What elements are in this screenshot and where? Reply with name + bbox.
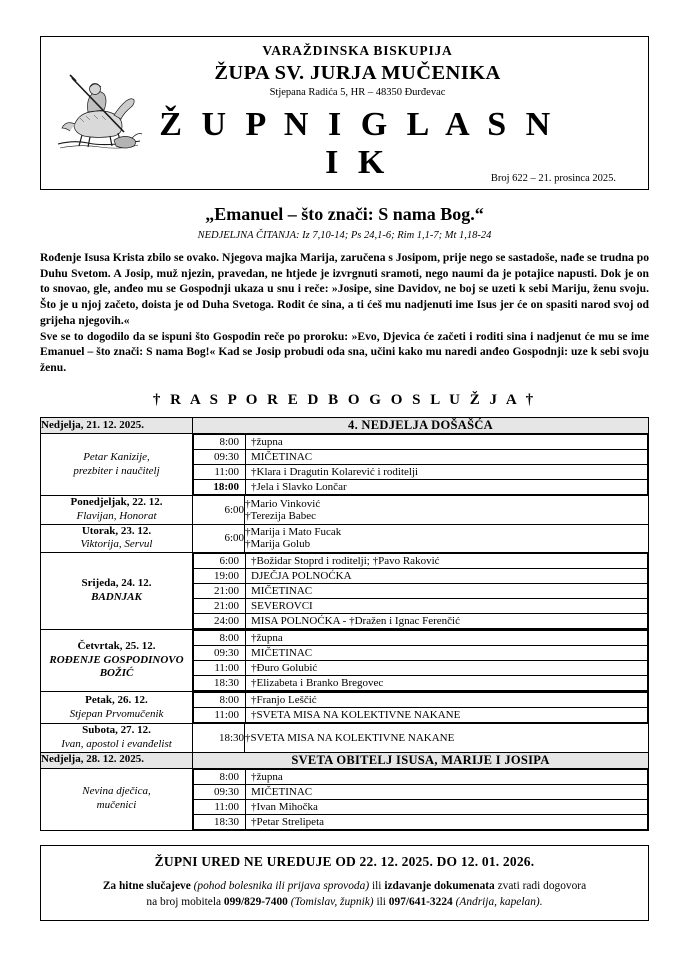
mass-intention: DJEČJA POLNOĆKA (246, 569, 648, 584)
parish-name: ŽUPA SV. JURJA MUČENIKA (214, 61, 501, 84)
mass-entry (194, 435, 648, 450)
mass-entry (194, 450, 648, 465)
saint-name: BADNJAK (91, 591, 142, 604)
mass-time: 8:00 (194, 631, 246, 646)
mass-intention: MIČETINAC (246, 450, 648, 465)
mass-intention: †Elizabeta i Branko Bregovec (246, 676, 648, 691)
saint-name: Ivan, apostol i evanđelist (61, 737, 172, 750)
chaplain-name: (Andrija, kapelan). (452, 896, 543, 909)
day-label-cell (41, 768, 193, 830)
day-name: Srijeda, 24. 12. (81, 577, 152, 590)
mass-time: 24:00 (194, 614, 246, 629)
mass-time: 21:00 (194, 584, 246, 599)
mass-entries-cell (193, 692, 649, 724)
saint-name: ROĐENJE GOSPODINOVO (49, 653, 184, 666)
table-row (41, 434, 649, 496)
mass-time: 21:00 (194, 599, 246, 614)
mass-entry (194, 799, 648, 814)
mass-entries-cell (193, 630, 649, 692)
mass-entry (194, 769, 648, 784)
saint-name-2: BOŽIĆ (99, 667, 134, 680)
saint-name-2: mučenici (96, 799, 137, 812)
table-row (41, 692, 649, 724)
gospel-paragraph-1: Rođenje Isusa Krista zbilo se ovako. Njegova majka Marija, zaručena s Josipom, prije nego se sastadoše, nađe se trudna po Duhu Svetom. A Josip, muž njezin, pravedan, ne htjede je izvrgnuti sramoti, nego naumi da je potajice napusti. Dok je on to snovao, gle, anđeo mu se Gospodnji ukaza u snu i reče: »Josipe, sine Davidov, ne boj se uzeti k sebi Mariju, ženu svoju. Što je u njoj začeto, doista je od Duha Svetoga. Rodit će sina, a ti ćeš mu nadjenuti ime Isus jer će on spasiti narod svoj od grijeha njegovih.« (40, 250, 649, 327)
pastor-name: (Tomislav, župnik) (287, 896, 374, 909)
mass-intention: †Đuro Golubić (246, 661, 648, 676)
day-name: Četvrtak, 25. 12. (77, 639, 156, 652)
table-row (41, 524, 649, 553)
mass-intention: MIČETINAC (246, 784, 648, 799)
parish-address: Stjepana Radića 5, HR – 48350 Đurđevac (269, 87, 446, 99)
table-row (41, 630, 649, 692)
mass-intention: †župna (246, 435, 648, 450)
emergency-line-2 (51, 894, 638, 911)
mass-entry (194, 465, 648, 480)
mass-entries-cell (245, 524, 649, 553)
mass-intention: †SVETA MISA NA KOLEKTIVNE NAKANE (246, 708, 648, 723)
mass-intention: MIČETINAC (246, 646, 648, 661)
gospel-title: „Emanuel – što znači: S nama Bog.“ (205, 203, 484, 224)
mass-time: 18:00 (194, 480, 246, 495)
table-row-section-header (41, 418, 649, 434)
mass-entries-cell (193, 768, 649, 830)
masthead-header (40, 36, 649, 190)
mass-intention: †Marija i Mato Fucak (245, 526, 342, 539)
mass-time: 8:00 (194, 693, 246, 708)
day-name: Petak, 26. 12. (85, 693, 148, 706)
sunday-readings: NEDJELJNA ČITANJA: Iz 7,10-14; Ps 24,1-6; Rim 1,1-7; Mt 1,18-24 (197, 229, 492, 241)
mass-entry (194, 676, 648, 691)
emergency-line-1 (51, 878, 638, 895)
mass-entry (194, 784, 648, 799)
mass-entry (194, 814, 648, 829)
mass-entry (194, 569, 648, 584)
emergency-label: Za hitne slučajeve (102, 879, 194, 892)
day-name: Utorak, 23. 12. (81, 524, 152, 537)
mass-intention: †Božidar Stoprd i roditelji; †Pavo Raković (246, 554, 648, 569)
mass-time: 11:00 (194, 799, 246, 814)
table-row (41, 724, 649, 753)
saint-name: Stjepan Prvomučenik (69, 707, 164, 720)
day-label-cell (41, 724, 193, 753)
knight-on-horse-crest-icon (53, 69, 145, 155)
mass-time: 18:30 (194, 814, 246, 829)
header-text-group (147, 43, 638, 181)
gospel-paragraph-2: Sve se to dogodilo da se ispuni što Gospodin reče po proroku: »Evo, Djevica će začeti i roditi sina i nadjenut će mu se ime Emanuel – što znači: S nama Bog!« Kad se Josip probudi oda sna, učini kako mu naredi anđeo Gospodnji: uze k sebi svoju ženu. (40, 329, 649, 375)
issue-number-and-date: Broj 622 – 21. prosinca 2025. (490, 172, 616, 184)
office-closed-notice: ŽUPNI URED NE UREDUJE OD 22. 12. 2025. DO 12. 01. 2026. (154, 853, 535, 869)
section-date: Nedjelja, 21. 12. 2025. (41, 418, 193, 434)
mass-time: 09:30 (194, 450, 246, 465)
emergency-tail: zvati radi dogovora (494, 879, 587, 892)
saint-name: Flavijan, Honorat (76, 509, 157, 522)
mass-time: 6:00 (193, 524, 245, 553)
mass-entry (194, 708, 648, 723)
phone-or: ili (373, 896, 389, 909)
mass-intention: †Marija Golub (245, 538, 311, 551)
mass-time: 09:30 (194, 646, 246, 661)
mass-entry (194, 631, 648, 646)
mass-entries-cell (193, 553, 649, 630)
emergency-contact-note (51, 878, 638, 911)
mass-intention: MIČETINAC (246, 584, 648, 599)
day-label-cell (41, 630, 193, 692)
day-label-cell (41, 496, 193, 525)
mass-entry (194, 554, 648, 569)
mass-entry (194, 599, 648, 614)
mass-intention: †župna (246, 769, 648, 784)
mass-entry (194, 661, 648, 676)
mass-intention: †Ivan Mihočka (246, 799, 648, 814)
mass-entry (194, 693, 648, 708)
day-label-cell (41, 434, 193, 496)
table-row-section-header (41, 752, 649, 768)
saint-name: Petar Kanizije, (83, 450, 150, 463)
mass-time: 18:30 (194, 676, 246, 691)
mass-time: 09:30 (194, 784, 246, 799)
saint-name-2: prezbiter i naučitelj (73, 464, 160, 477)
emergency-paren: (pohod bolesnika ili prijava sprovoda) (193, 879, 370, 892)
mass-entry (194, 584, 648, 599)
mass-intention: †Petar Strelipeta (246, 814, 648, 829)
diocese-name: VARAŽDINSKA BISKUPIJA (262, 43, 453, 58)
day-label-cell (41, 553, 193, 630)
table-row (41, 553, 649, 630)
section-date: Nedjelja, 28. 12. 2025. (41, 752, 193, 768)
phone-number-pastor[interactable]: 099/829-7400 (223, 896, 288, 909)
mass-time: 19:00 (194, 569, 246, 584)
bulletin-masthead-title: Ž U P N I G L A S N I K (159, 106, 556, 181)
mass-intention: †Klara i Dragutin Kolarević i roditelji (246, 465, 648, 480)
emergency-or: ili (369, 879, 385, 892)
mass-entry (194, 480, 648, 495)
mass-time: 6:00 (193, 496, 245, 525)
mass-intention: †Jela i Slavko Lončar (246, 480, 648, 495)
mass-time: 8:00 (194, 769, 246, 784)
phone-prefix: na broj mobitela (146, 896, 224, 909)
mass-intention: MISA POLNOĆKA - †Dražen i Ignac Ferenčić (246, 614, 648, 629)
mass-time: 11:00 (194, 465, 246, 480)
mass-intention: †Franjo Leščić (246, 693, 648, 708)
table-row (41, 496, 649, 525)
mass-entries-cell (193, 434, 649, 496)
mass-time: 8:00 (194, 435, 246, 450)
section-title: SVETA OBITELJ ISUSA, MARIJE I JOSIPA (193, 752, 649, 768)
schedule-heading: † R A S P O R E D B O G O S L U Ž J A † (152, 392, 537, 409)
office-notice-box (40, 845, 649, 921)
mass-time: 6:00 (194, 554, 246, 569)
mass-entry (194, 646, 648, 661)
mass-intention: †Mario Vinković (245, 497, 321, 510)
mass-entries-cell (245, 496, 649, 525)
mass-schedule-table (40, 417, 649, 831)
mass-entry (194, 614, 648, 629)
section-title: 4. NEDJELJA DOŠAŠĆA (193, 418, 649, 434)
mass-intention: †župna (246, 631, 648, 646)
day-label-cell (41, 692, 193, 724)
documents-label: izdavanje dokumenata (384, 879, 495, 892)
mass-intention: †SVETA MISA NA KOLEKTIVNE NAKANE (245, 724, 649, 753)
saint-name: Viktorija, Servul (80, 538, 153, 551)
saint-name: Nevina dječica, (82, 785, 151, 798)
day-label-cell (41, 524, 193, 553)
day-name: Subota, 27. 12. (82, 724, 151, 737)
phone-number-chaplain[interactable]: 097/641-3224 (388, 896, 453, 909)
table-row (41, 768, 649, 830)
mass-intention: †Terezija Babec (245, 509, 316, 522)
gospel-text (40, 250, 649, 376)
mass-intention: SEVEROVCI (246, 599, 648, 614)
mass-time: 18:30 (193, 724, 245, 753)
mass-time: 11:00 (194, 708, 246, 723)
mass-time: 11:00 (194, 661, 246, 676)
day-name: Ponedjeljak, 22. 12. (70, 496, 163, 509)
